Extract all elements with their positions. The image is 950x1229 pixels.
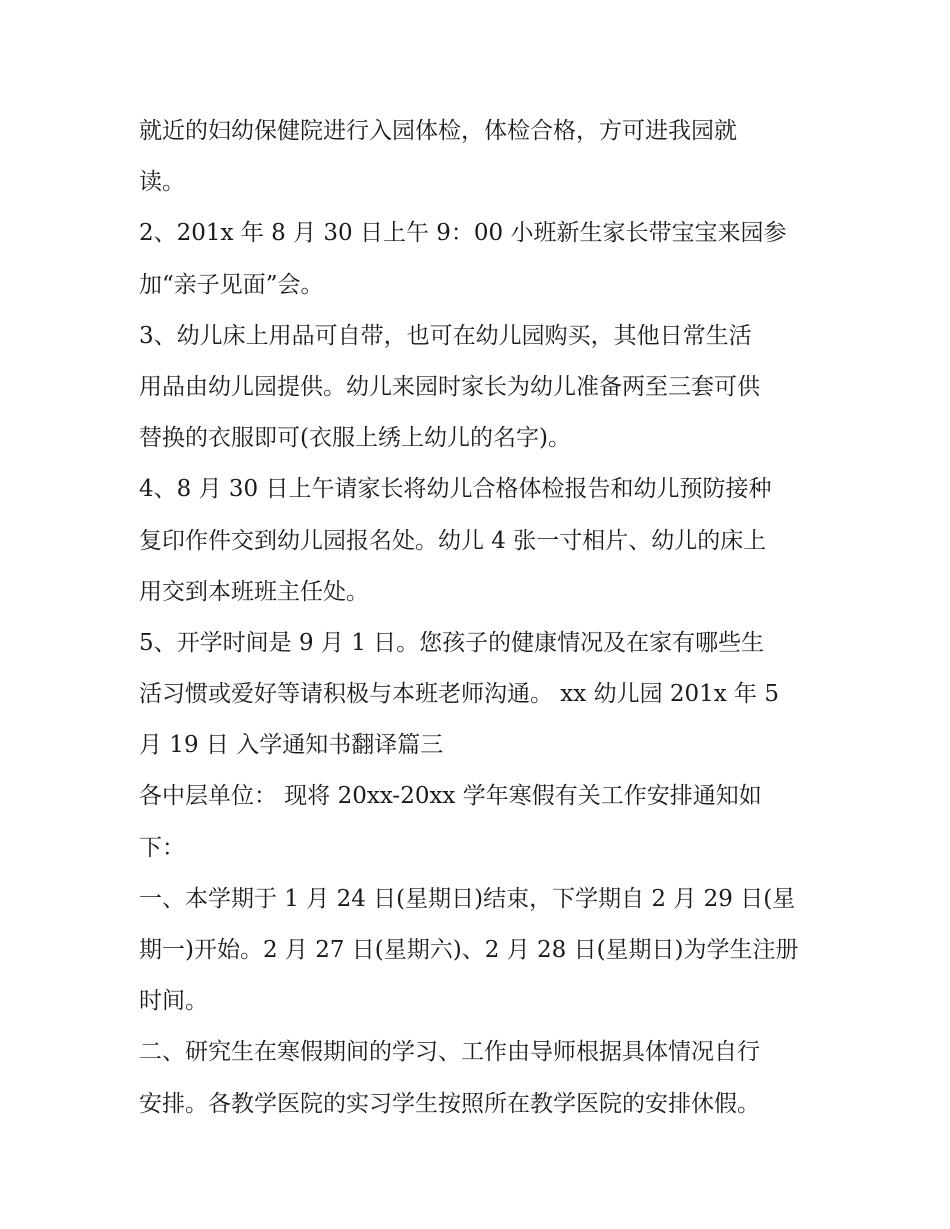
text-line: 3、幼儿床上用品可自带，也可在幼儿园购买，其他日常生活: [139, 322, 752, 349]
text-line: 用交到本班班主任处。: [139, 578, 369, 605]
text-line: 加“亲子见面”会。: [139, 271, 324, 298]
text-line: 活习惯或爱好等请积极与本班老师沟通。 xx 幼儿园 201x 年 5: [139, 681, 780, 708]
text-line: 下：: [139, 834, 185, 861]
text-line: 安排。各教学医院的实习学生按照所在教学医院的安排休假。: [139, 1090, 760, 1117]
text-line: 期一)开始。2 月 27 日(星期六)、2 月 28 日(星期日)为学生注册: [139, 937, 799, 963]
text-line: 月 19 日 入学通知书翻译篇三: [139, 732, 444, 759]
text-line: 各中层单位： 现将 20xx-20xx 学年寒假有关工作安排通知如: [139, 783, 762, 810]
text-line: 一、本学期于 1 月 24 日(星期日)结束，下学期自 2 月 29 日(星: [139, 885, 796, 912]
text-line: 用品由幼儿园提供。幼儿来园时家长为幼儿准备两至三套可供: [139, 373, 760, 400]
text-line: 2、201x 年 8 月 30 日上午 9：00 小班新生家长带宝宝来园参: [139, 220, 787, 247]
text-line: 复印作件交到幼儿园报名处。幼儿 4 张一寸相片、幼儿的床上: [139, 527, 767, 554]
text-line: 5、开学时间是 9 月 1 日。您孩子的健康情况及在家有哪些生: [139, 629, 765, 656]
text-line: 就近的妇幼保健院进行入园体检，体检合格，方可进我园就: [139, 118, 737, 144]
text-line: 替换的衣服即可(衣服上绣上幼儿的名字)。: [139, 425, 571, 452]
text-line: 二、研究生在寒假期间的学习、工作由导师根据具体情况自行: [139, 1039, 760, 1066]
text-line: 时间。: [139, 988, 208, 1015]
text-line: 读。: [139, 169, 185, 196]
text-line: 4、8 月 30 日上午请家长将幼儿合格体检报告和幼儿预防接种: [139, 476, 772, 503]
document-body: [139, 106, 829, 1130]
